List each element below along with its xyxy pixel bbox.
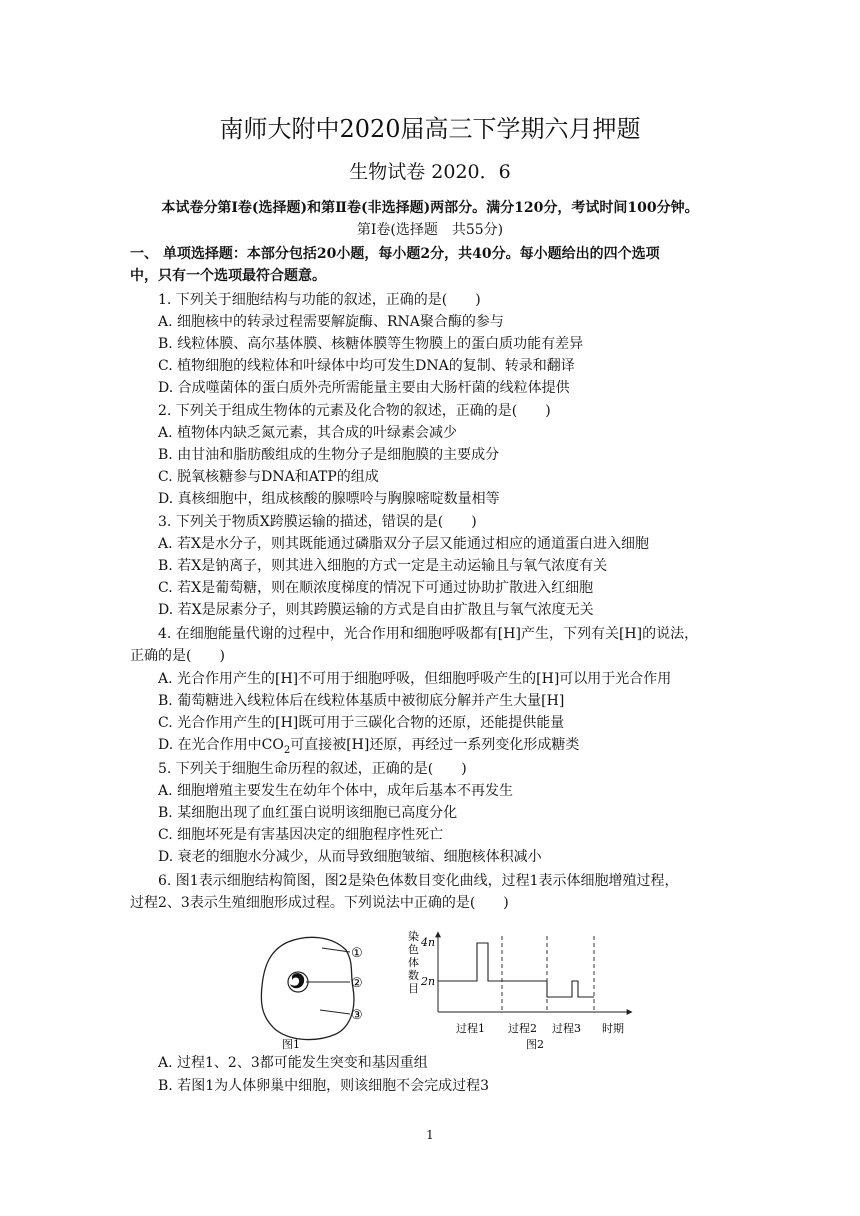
page-subtitle: 生物试卷 2020．6 <box>349 161 511 183</box>
q3-option-c: C. 若X是葡萄糖，则在顺浓度梯度的情况下可通过协助扩散进入红细胞 <box>158 580 594 596</box>
y-axis-label-char-4: 数 <box>408 969 419 982</box>
q3-stem: 3. 下列关于物质X跨膜运输的描述，错误的是( ) <box>158 514 477 530</box>
q1-option-c: C. 植物细胞的线粒体和叶绿体中均可发生DNA的复制、转录和翻译 <box>158 358 575 374</box>
section1-instructions-line1: 一、 单项选择题：本部分包括20小题，每小题2分，共40分。每小题给出的四个选项 <box>130 246 660 262</box>
label-1: ① <box>351 946 363 961</box>
cell-membrane <box>261 937 354 1039</box>
q4-option-a: A. 光合作用产生的[H]不可用于细胞呼吸，但细胞呼吸产生的[H]可以用于光合作用 <box>158 671 672 687</box>
q5-option-c: C. 细胞坏死是有害基因决定的细胞程序性死亡 <box>158 827 444 843</box>
q4-option-d-pre: D. 在光合作用中CO <box>158 737 284 753</box>
q2-option-c: C. 脱氧核糖参与DNA和ATP的组成 <box>158 469 379 485</box>
q4-option-b: B. 葡萄糖进入线粒体后在线粒体基质中被彻底分解并产生大量[H] <box>158 693 565 709</box>
label-3: ③ <box>351 1008 363 1023</box>
y-axis-label-char-2: 色 <box>408 943 419 956</box>
label-2: ② <box>351 976 363 991</box>
q5-option-b: B. 某细胞出现了血红蛋白说明该细胞已高度分化 <box>158 805 458 821</box>
q4-option-d-post: 可直接被[H]还原，再经过一系列变化形成糖类 <box>290 737 580 753</box>
q2-option-a: A. 植物体内缺乏氮元素，其合成的叶绿素会减少 <box>158 425 458 441</box>
q6-option-b: B. 若图1为人体卵巢中细胞，则该细胞不会完成过程3 <box>158 1078 490 1094</box>
section1-instructions-line2: 中，只有一个选项最符合题意。 <box>130 268 326 284</box>
q1-option-b: B. 线粒体膜、高尔基体膜、核糖体膜等生物膜上的蛋白质功能有差异 <box>158 336 584 352</box>
y-tick-2n: 2n <box>421 975 436 988</box>
figure-2-caption: 图2 <box>526 1038 544 1051</box>
x-label-process3: 过程3 <box>552 1022 581 1035</box>
q4-stem-line2: 正确的是( ) <box>130 648 225 664</box>
q6-stem-line1: 6. 图1表示细胞结构简图，图2是染色体数目变化曲线，过程1表示体细胞增殖过程， <box>158 873 679 889</box>
x-axis-label: 时期 <box>602 1022 624 1035</box>
q4-option-c: C. 光合作用产生的[H]既可用于三碳化合物的还原，还能提供能量 <box>158 715 565 731</box>
y-axis-label-char-3: 体 <box>408 956 419 969</box>
q3-option-b: B. 若X是钠离子，则其进入细胞的方式一定是主动运输且与氧气浓度有关 <box>158 558 608 574</box>
q6-option-a: A. 过程1、2、3都可能发生突变和基因重组 <box>158 1055 428 1071</box>
y-tick-4n: 4n <box>421 936 436 949</box>
q5-stem: 5. 下列关于细胞生命历程的叙述，正确的是( ) <box>158 761 467 777</box>
q1-stem: 1. 下列关于细胞结构与功能的叙述，正确的是( ) <box>158 292 481 308</box>
q1-option-a: A. 细胞核中的转录过程需要解旋酶、RNA聚合酶的参与 <box>158 314 504 330</box>
figure-1-cell-diagram <box>248 930 378 1052</box>
q6-stem-line2: 过程2、3表示生殖细胞形成过程。下列说法中正确的是( ) <box>130 895 509 911</box>
q5-option-a: A. 细胞增殖主要发生在幼年个体中，成年后基本不再发生 <box>158 783 514 799</box>
chromosome-curve <box>438 943 594 997</box>
q4-option-d-subscript: 2 <box>283 744 291 756</box>
page-number: 1 <box>426 1128 434 1142</box>
q5-option-d: D. 衰老的细胞水分减少，从而导致细胞皱缩、细胞核体积减小 <box>158 849 542 865</box>
nuclear-chromatin <box>290 973 304 988</box>
leader-line-3 <box>320 1010 350 1014</box>
q1-option-d: D. 合成噬菌体的蛋白质外壳所需能量主要由大肠杆菌的线粒体提供 <box>158 380 570 396</box>
q2-option-d: D. 真核细胞中，组成核酸的腺嘌呤与胸腺嘧啶数量相等 <box>158 491 500 507</box>
q3-option-d: D. 若X是尿素分子，则其跨膜运输的方式是自由扩散且与氧气浓度无关 <box>158 602 594 618</box>
exam-intro: 本试卷分第Ⅰ卷(选择题)和第Ⅱ卷(非选择题)两部分。满分120分，考试时间100分钟。 <box>161 200 699 216</box>
q4-stem-line1: 4. 在细胞能量代谢的过程中，光合作用和细胞呼吸都有[H]产生，下列有关[H]的说法， <box>158 626 699 642</box>
y-axis-label-char-5: 目 <box>408 982 419 995</box>
page-title: 南师大附中2020届高三下学期六月押题 <box>219 115 641 143</box>
figure-1-caption: 图1 <box>282 1038 300 1051</box>
y-axis-label-char-1: 染 <box>408 930 419 943</box>
q2-stem: 2. 下列关于组成生物体的元素及化合物的叙述，正确的是( ) <box>158 403 551 419</box>
x-label-process1: 过程1 <box>456 1022 485 1035</box>
x-label-process2: 过程2 <box>508 1022 537 1035</box>
q2-option-b: B. 由甘油和脂肪酸组成的生物分子是细胞膜的主要成分 <box>158 447 500 463</box>
part1-heading: 第Ⅰ卷(选择题 共55分) <box>356 222 504 238</box>
q4-option-d <box>158 735 579 761</box>
q3-option-a: A. 若X是水分子，则其既能通过磷脂双分子层又能通过相应的通道蛋白进入细胞 <box>158 536 649 552</box>
figure-2-chromosome-chart <box>402 926 638 1054</box>
